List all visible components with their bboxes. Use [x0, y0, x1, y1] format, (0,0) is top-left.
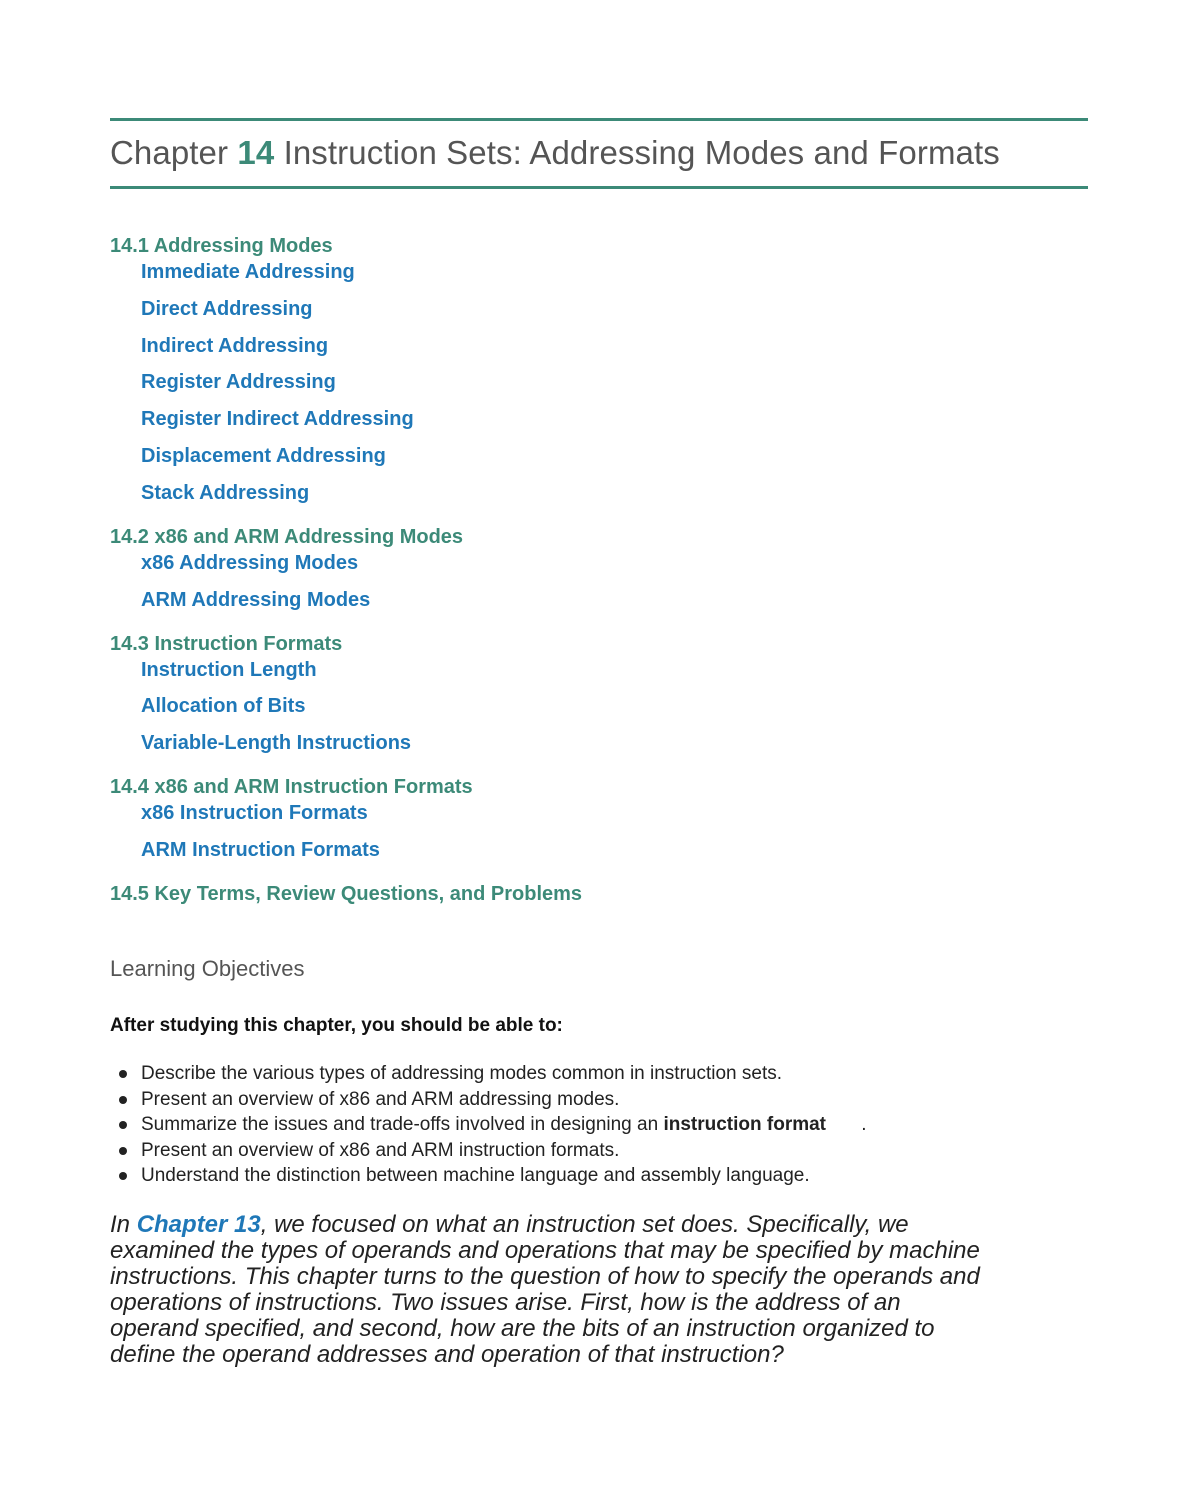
intro-line: define the operand addresses and operation of that instruction?: [110, 1341, 784, 1368]
intro-lead: In: [110, 1211, 137, 1238]
objectives-list: [110, 1061, 867, 1189]
toc-section-title[interactable]: 14.3 Instruction Formats: [110, 632, 343, 655]
title-top-rule: [110, 118, 1088, 121]
bullet-icon: [119, 1070, 127, 1078]
bullet-icon: [119, 1096, 127, 1104]
objective-item: [110, 1087, 867, 1113]
toc-subsection-link[interactable]: Indirect Addressing: [141, 334, 329, 357]
toc-section-title[interactable]: 14.4 x86 and ARM Instruction Formats: [110, 776, 473, 799]
objective-term-instruction-format: instruction format: [663, 1114, 827, 1135]
objective-text: Present an overview of x86 and ARM addressing modes.: [141, 1088, 620, 1110]
intro-line: instructions. This chapter turns to the question of how to specify the operands and: [110, 1263, 980, 1290]
objectives-heading: Learning Objectives: [110, 956, 305, 981]
toc-subsection-link[interactable]: x86 Instruction Formats: [141, 802, 368, 825]
objective-text: Summarize the issues and trade-offs involved in designing an: [141, 1114, 659, 1135]
intro-line: [110, 1212, 1090, 1238]
intro-paragraph: [110, 1212, 1090, 1368]
objective-item: [110, 1163, 867, 1189]
objective-item: [110, 1061, 867, 1087]
table-of-contents: [110, 233, 1010, 925]
objective-text: Present an overview of x86 and ARM instruction formats.: [141, 1139, 620, 1161]
bullet-icon: [119, 1147, 127, 1155]
toc-subsection-list: [141, 800, 1010, 863]
toc-subsection-link[interactable]: Variable-Length Instructions: [141, 732, 412, 755]
intro-line: operations of instructions. Two issues arise. First, how is the address of an: [110, 1289, 901, 1316]
toc-subsection-link[interactable]: Direct Addressing: [141, 297, 313, 320]
toc-subsection-link[interactable]: Stack Addressing: [141, 481, 310, 504]
toc-subsection-list: [141, 550, 1010, 613]
toc-subsection-link[interactable]: ARM Addressing Modes: [141, 588, 371, 611]
intro-line: examined the types of operands and operations that may be specified by machine: [110, 1237, 980, 1264]
toc-subsection-link[interactable]: Register Indirect Addressing: [141, 408, 414, 431]
bullet-icon: [119, 1172, 127, 1180]
toc-section: [110, 524, 1010, 613]
toc-section: [110, 774, 1010, 863]
chapter-title-text: Instruction Sets: Addressing Modes and Formats: [283, 134, 1000, 171]
objectives-intro: After studying this chapter, you should be able to:: [110, 1015, 563, 1036]
toc-subsection-list: [141, 259, 1010, 506]
toc-subsection-link[interactable]: Allocation of Bits: [141, 695, 306, 718]
toc-section: [110, 233, 1010, 506]
toc-section-title[interactable]: 14.2 x86 and ARM Addressing Modes: [110, 525, 464, 548]
chapter-prefix: Chapter: [110, 134, 229, 171]
objective-text: Understand the distinction between machine language and assembly language.: [141, 1165, 810, 1186]
toc-subsection-list: [141, 657, 1010, 757]
toc-subsection-link[interactable]: x86 Addressing Modes: [141, 551, 359, 574]
toc-section-title[interactable]: 14.1 Addressing Modes: [110, 235, 333, 257]
toc-subsection-link[interactable]: Displacement Addressing: [141, 444, 386, 467]
title-bottom-rule: [110, 186, 1088, 189]
toc-section: [110, 881, 1010, 907]
objective-item: [110, 1112, 867, 1138]
intro-line: operand specified, and second, how are the bits of an instruction organized to: [110, 1315, 935, 1342]
chapter-title: [110, 130, 1000, 176]
toc-section: [110, 631, 1010, 757]
toc-section-title[interactable]: 14.5 Key Terms, Review Questions, and Problems: [110, 882, 583, 905]
toc-subsection-link[interactable]: ARM Instruction Formats: [141, 838, 380, 861]
bullet-icon: [119, 1121, 127, 1129]
objective-text: Describe the various types of addressing modes common in instruction sets.: [141, 1063, 783, 1084]
objective-trailing-period: .: [861, 1114, 867, 1135]
chapter-13-link[interactable]: Chapter 13: [136, 1211, 261, 1238]
toc-subsection-link[interactable]: Instruction Length: [141, 658, 317, 681]
chapter-number: 14: [237, 134, 275, 171]
toc-subsection-link[interactable]: Immediate Addressing: [141, 261, 355, 283]
intro-line1-rest: , we focused on what an instruction set does. Specifically, we: [260, 1211, 909, 1238]
toc-subsection-link[interactable]: Register Addressing: [141, 371, 336, 394]
objective-item: [110, 1138, 867, 1164]
